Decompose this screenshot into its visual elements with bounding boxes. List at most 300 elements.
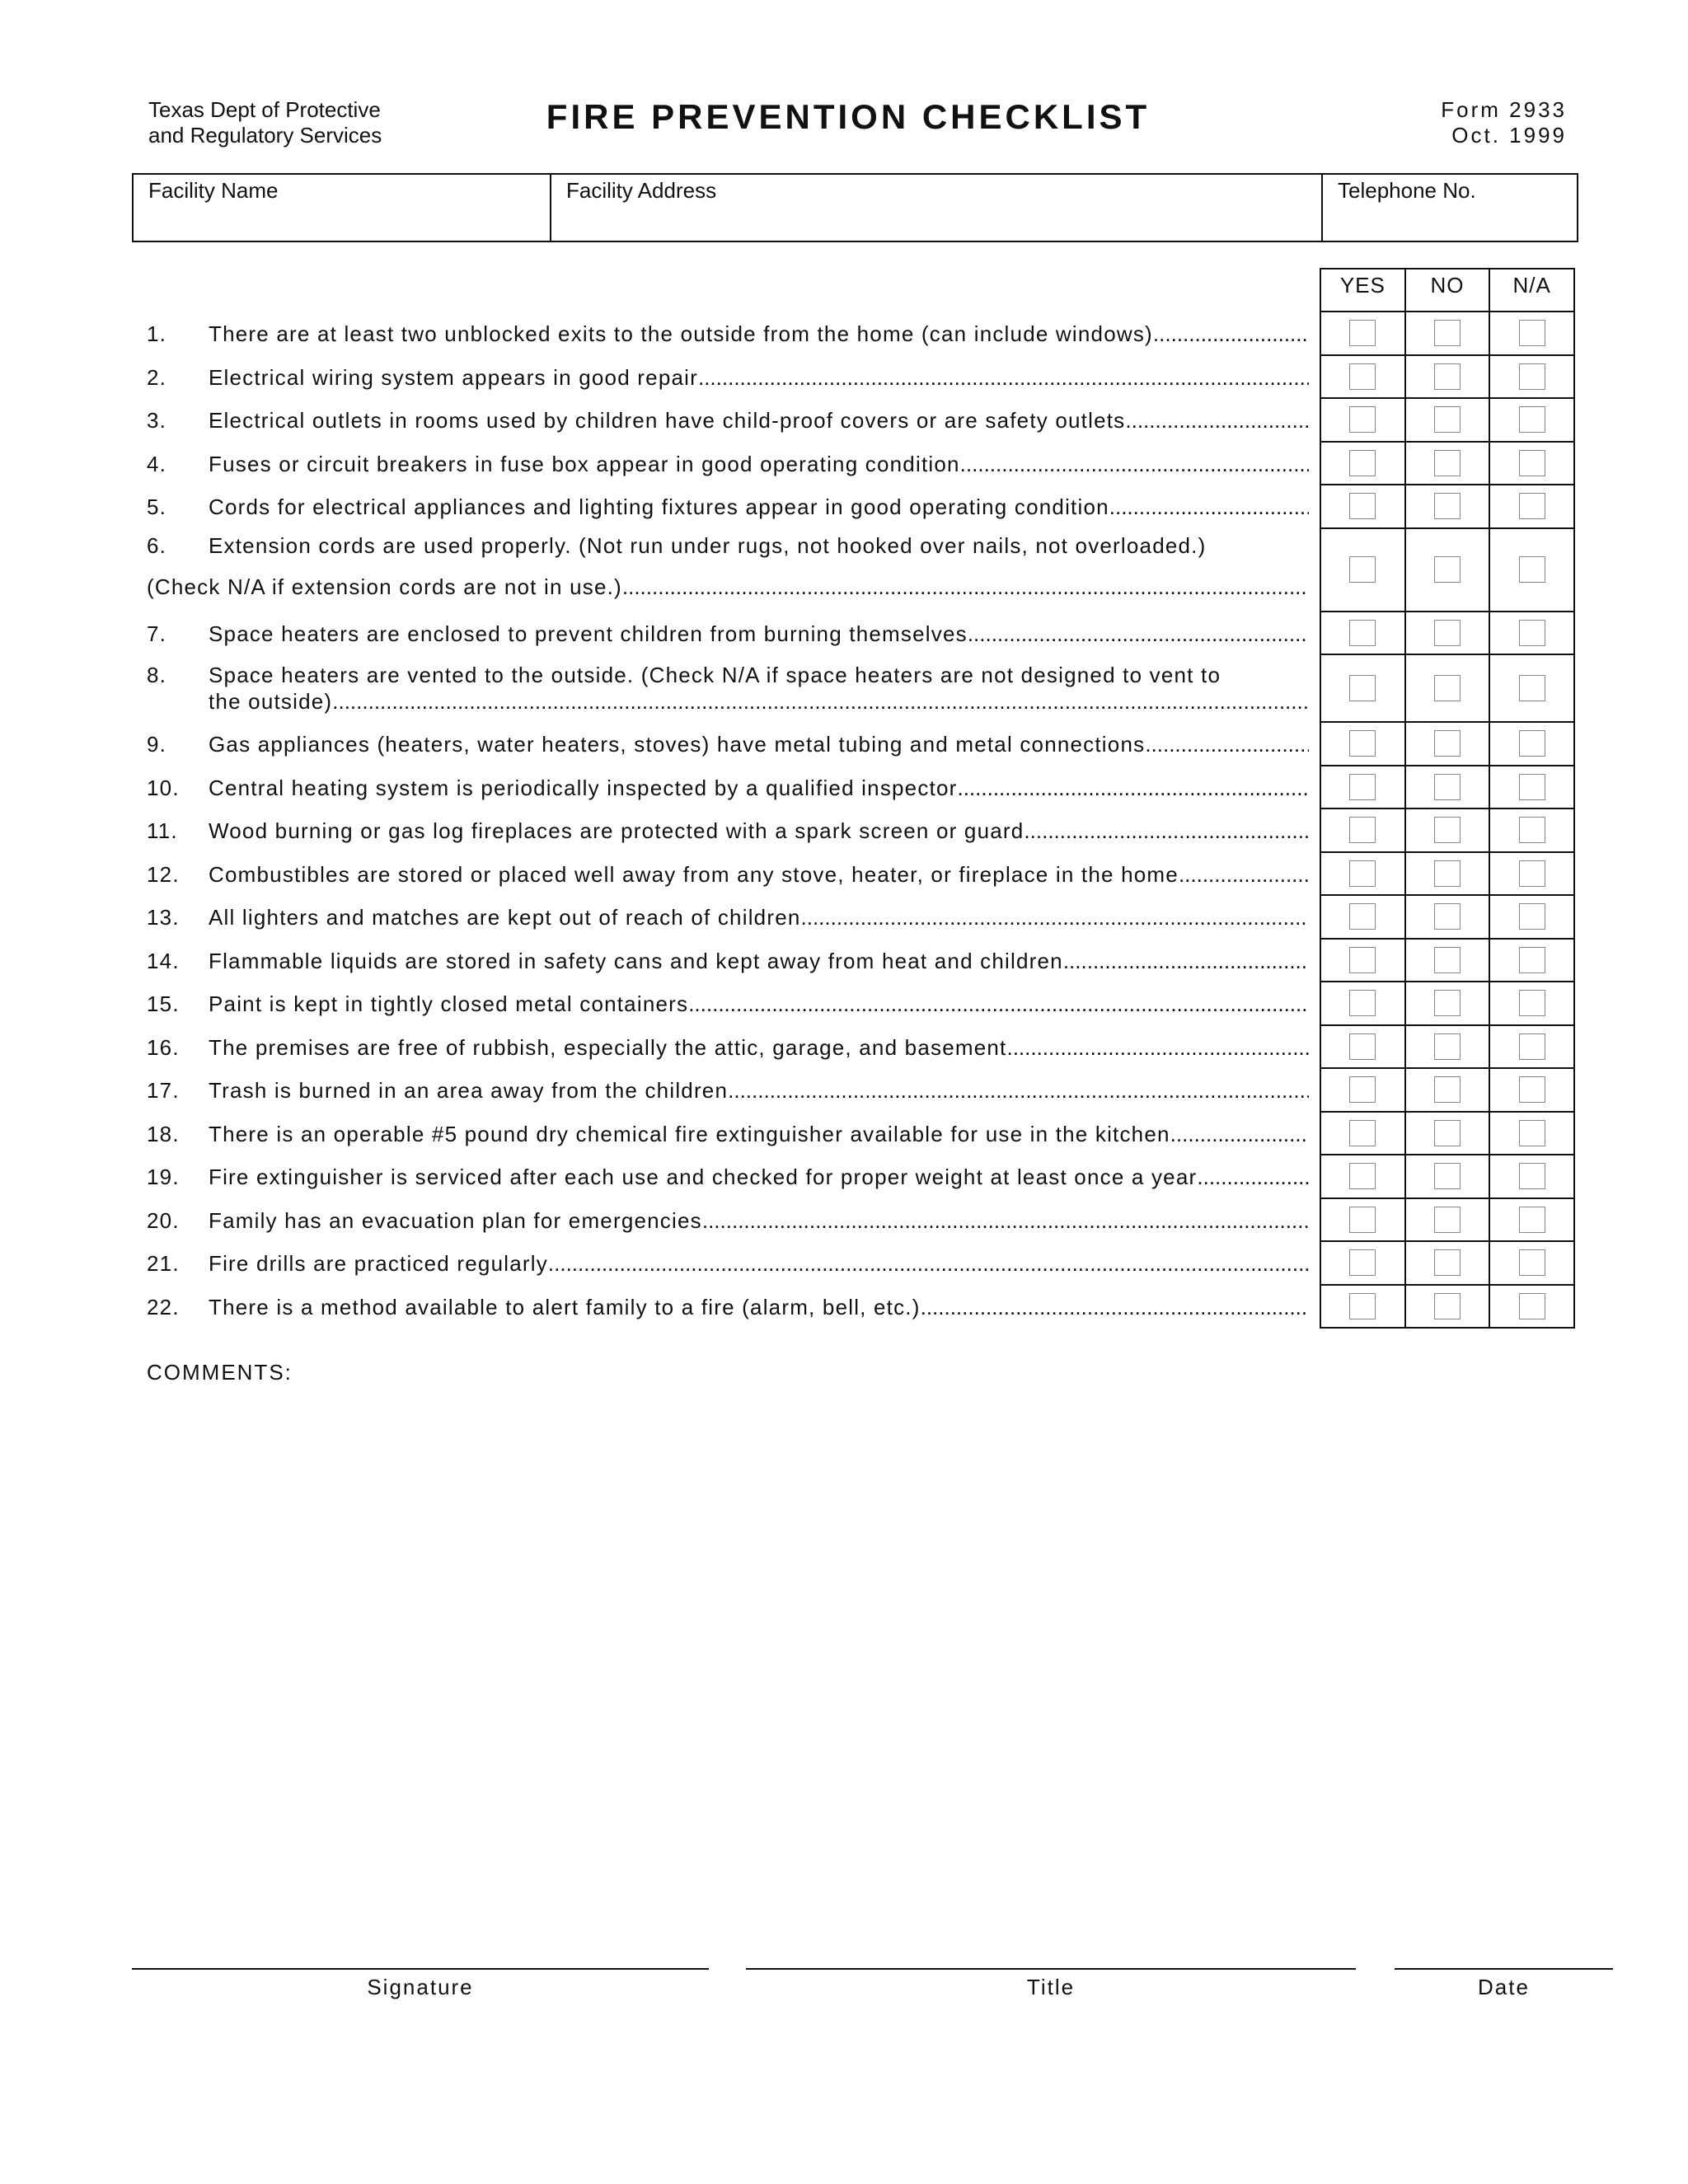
question-body: There is an operable #5 pound dry chemical fire extinguisher available for use in the kitchen <box>209 1121 1170 1146</box>
question-body: Space heaters are vented to the outside. (Check N/A if space heaters are not designed to vent to <box>209 663 1221 687</box>
answer-cell-yes <box>1321 896 1404 938</box>
answer-cell-no <box>1404 1026 1489 1068</box>
checkbox-no[interactable] <box>1434 320 1461 346</box>
answer-cells <box>1320 1024 1575 1068</box>
question-number: 6. <box>147 532 167 558</box>
answer-cells <box>1320 611 1575 654</box>
answer-cell-no <box>1404 853 1489 895</box>
form-date: Oct. 1999 <box>1451 123 1567 148</box>
answer-cell-yes <box>1321 443 1404 485</box>
question-number: 20. <box>147 1207 180 1233</box>
checklist-row <box>0 654 1688 721</box>
dot-leader <box>702 1207 1309 1234</box>
checklist-row <box>0 1024 1688 1068</box>
answer-cell-na <box>1489 896 1573 938</box>
question-text <box>147 662 1309 715</box>
facility-address-field[interactable] <box>551 174 1322 241</box>
question-text <box>147 364 1309 391</box>
checkbox-no[interactable] <box>1434 1120 1461 1146</box>
answer-cells <box>1320 1284 1575 1328</box>
dot-leader <box>688 991 1309 1017</box>
answer-cell-yes <box>1321 356 1404 398</box>
question-number: 5. <box>147 494 167 520</box>
question-number: 10. <box>147 775 180 800</box>
checkbox-no[interactable] <box>1434 947 1461 973</box>
facility-info-table <box>132 173 1578 242</box>
answer-cells <box>1320 808 1575 851</box>
checkbox-na[interactable] <box>1519 947 1545 973</box>
checkbox-no[interactable] <box>1434 1293 1461 1319</box>
answer-cell-yes <box>1321 1026 1404 1068</box>
checklist-row <box>0 441 1688 485</box>
checkbox-yes[interactable] <box>1349 730 1376 757</box>
question-number: 15. <box>147 991 180 1017</box>
answer-column-header <box>1320 268 1575 311</box>
checkbox-na[interactable] <box>1519 774 1545 800</box>
checkbox-yes[interactable] <box>1349 1249 1376 1276</box>
answer-cell-na <box>1489 1026 1573 1068</box>
question-text <box>147 948 1309 974</box>
checklist-row <box>0 397 1688 441</box>
dot-leader <box>921 1294 1309 1320</box>
form-number-block <box>1441 97 1567 148</box>
question-text <box>147 991 1309 1017</box>
checkbox-yes[interactable] <box>1349 774 1376 800</box>
title-label: Title <box>1026 1975 1076 1999</box>
column-yes: YES <box>1339 273 1386 298</box>
form-number: Form 2933 <box>1441 97 1567 122</box>
dot-leader <box>960 451 1309 477</box>
answer-cells <box>1320 1067 1575 1111</box>
answer-cell-no <box>1404 612 1489 654</box>
facility-address-label: Facility Address <box>566 178 717 203</box>
dot-leader <box>698 364 1309 391</box>
question-body: All lighters and matches are kept out of reach of children <box>209 905 801 930</box>
question-line <box>147 948 1309 974</box>
question-number: 17. <box>147 1078 180 1104</box>
dot-leader <box>1063 948 1309 974</box>
title-line[interactable] <box>746 1968 1356 1970</box>
checklist-row <box>0 894 1688 938</box>
checklist-row <box>0 311 1688 354</box>
answer-cell-na <box>1489 853 1573 895</box>
dot-leader <box>1006 1034 1309 1061</box>
question-line <box>147 775 1309 801</box>
dot-leader <box>1197 1164 1309 1190</box>
checkbox-no[interactable] <box>1434 363 1461 390</box>
checkbox-yes[interactable] <box>1349 1207 1376 1233</box>
question-number: 18. <box>147 1121 180 1146</box>
checkbox-na[interactable] <box>1519 450 1545 476</box>
question-body: Flammable liquids are stored in safety cans and kept away from heat and children <box>209 948 1063 973</box>
answer-cell-na <box>1489 766 1573 808</box>
checkbox-yes[interactable] <box>1349 620 1376 646</box>
dot-leader <box>968 621 1309 647</box>
question-body: Fire extinguisher is serviced after each use and checked for proper weight at least once a year <box>209 1165 1198 1190</box>
answer-cell-na <box>1489 612 1573 654</box>
question-text <box>147 1121 1309 1147</box>
answer-cell-no <box>1404 443 1489 485</box>
answer-cell-yes <box>1321 1113 1404 1155</box>
answer-cell-yes <box>1321 982 1404 1024</box>
question-text <box>147 1207 1309 1234</box>
answer-cell-yes <box>1321 766 1404 808</box>
checkbox-yes[interactable] <box>1349 406 1376 433</box>
checklist-row <box>0 484 1688 527</box>
checkbox-yes[interactable] <box>1349 493 1376 519</box>
question-text <box>147 407 1309 434</box>
checkbox-na[interactable] <box>1519 1207 1545 1233</box>
answer-cell-na <box>1489 1199 1573 1241</box>
question-body: Fire drills are practiced regularly <box>209 1251 548 1277</box>
answer-cell-yes <box>1321 809 1404 851</box>
question-body: Trash is burned in an area away from the children <box>209 1078 729 1104</box>
dot-leader <box>801 904 1309 930</box>
checkbox-no[interactable] <box>1434 1249 1461 1276</box>
answer-cell-na <box>1489 1155 1573 1197</box>
checkbox-no[interactable] <box>1434 774 1461 800</box>
answer-cell-no <box>1404 1069 1489 1111</box>
checkbox-no[interactable] <box>1434 556 1461 583</box>
checkbox-na[interactable] <box>1519 406 1545 433</box>
column-no: NO <box>1404 269 1489 311</box>
answer-cell-na <box>1489 443 1573 485</box>
answer-cell-no <box>1404 1286 1489 1328</box>
dot-leader <box>957 775 1309 801</box>
answer-cell-na <box>1489 356 1573 398</box>
question-number: 12. <box>147 861 180 887</box>
checklist-row <box>0 1240 1688 1284</box>
answer-cell-yes <box>1321 853 1404 895</box>
question-text <box>147 1164 1309 1190</box>
answer-cell-na <box>1489 399 1573 441</box>
answer-cell-no <box>1404 655 1489 721</box>
question-number: 3. <box>147 408 167 434</box>
question-number: 4. <box>147 451 167 476</box>
checkbox-na[interactable] <box>1519 1033 1545 1060</box>
answer-cells <box>1320 354 1575 398</box>
checklist-row <box>0 1154 1688 1197</box>
question-line <box>147 364 1309 391</box>
question-line <box>147 1207 1309 1234</box>
checklist-row <box>0 721 1688 765</box>
checklist-row <box>0 611 1688 654</box>
question-line <box>147 688 1309 715</box>
dot-leader <box>1153 321 1309 347</box>
answer-cells <box>1320 894 1575 938</box>
question-line <box>147 621 1309 647</box>
checkbox-no[interactable] <box>1434 1076 1461 1103</box>
question-body: Gas appliances (heaters, water heaters, stoves) have metal tubing and metal connections <box>209 732 1146 757</box>
date-label: Date <box>1478 1975 1530 1999</box>
dot-leader <box>1145 731 1309 757</box>
checkbox-yes[interactable] <box>1349 1163 1376 1189</box>
question-body: the outside) <box>209 689 333 714</box>
question-line <box>147 662 1309 688</box>
answer-cells <box>1320 851 1575 895</box>
dot-leader <box>1109 494 1309 520</box>
answer-cells <box>1320 981 1575 1024</box>
checkbox-na[interactable] <box>1519 817 1545 843</box>
question-number: 7. <box>147 621 167 646</box>
checkbox-yes[interactable] <box>1349 363 1376 390</box>
question-text <box>147 818 1309 844</box>
answer-cell-na <box>1489 940 1573 982</box>
question-line <box>147 1034 1309 1061</box>
answer-cell-yes <box>1321 723 1404 765</box>
checkbox-no[interactable] <box>1434 450 1461 476</box>
checkbox-yes[interactable] <box>1349 860 1376 887</box>
answer-cell-yes <box>1321 1286 1404 1328</box>
question-text <box>147 861 1309 888</box>
checkbox-na[interactable] <box>1519 1163 1545 1189</box>
checklist-row <box>0 808 1688 851</box>
question-number: 13. <box>147 905 180 930</box>
answer-cell-yes <box>1321 612 1404 654</box>
checklist-row <box>0 851 1688 895</box>
checkbox-no[interactable] <box>1434 990 1461 1016</box>
checkbox-na[interactable] <box>1519 620 1545 646</box>
checkbox-na[interactable] <box>1519 675 1545 701</box>
answer-cell-yes <box>1321 1199 1404 1241</box>
checkbox-no[interactable] <box>1434 817 1461 843</box>
question-text <box>147 731 1309 757</box>
dot-leader <box>332 688 1309 715</box>
checkbox-no[interactable] <box>1434 903 1461 930</box>
checkbox-no[interactable] <box>1434 406 1461 433</box>
answer-cells <box>1320 1111 1575 1155</box>
checklist-table-bottom <box>1320 1327 1575 1329</box>
checkbox-no[interactable] <box>1434 1163 1461 1189</box>
checkbox-no[interactable] <box>1434 860 1461 887</box>
dot-leader <box>1125 407 1309 434</box>
answer-cells <box>1320 938 1575 982</box>
answer-cell-yes <box>1321 399 1404 441</box>
dot-leader <box>622 574 1309 600</box>
checkbox-yes[interactable] <box>1349 947 1376 973</box>
checkbox-yes[interactable] <box>1349 903 1376 930</box>
answer-cell-no <box>1404 982 1489 1024</box>
checkbox-no[interactable] <box>1434 1207 1461 1233</box>
question-line <box>147 451 1309 477</box>
question-line <box>147 904 1309 930</box>
answer-cell-na <box>1489 655 1573 721</box>
answer-cell-yes <box>1321 529 1404 611</box>
question-text <box>147 621 1309 647</box>
question-number: 16. <box>147 1034 180 1060</box>
question-body: There are at least two unblocked exits to the outside from the home (can include windows) <box>209 321 1153 347</box>
answer-cell-yes <box>1321 940 1404 982</box>
checkbox-na[interactable] <box>1519 903 1545 930</box>
checkbox-yes[interactable] <box>1349 556 1376 583</box>
question-body: Central heating system is periodically inspected by a qualified inspector <box>209 775 958 800</box>
question-text <box>147 1034 1309 1061</box>
column-na: N/A <box>1489 269 1573 311</box>
question-text <box>147 494 1309 520</box>
form-title-text: FIRE PREVENTION CHECKLIST <box>546 97 1151 136</box>
question-number: 21. <box>147 1251 180 1277</box>
question-number: 2. <box>147 364 167 390</box>
checkbox-yes[interactable] <box>1349 1293 1376 1319</box>
question-number: 1. <box>147 321 167 347</box>
checkbox-na[interactable] <box>1519 1293 1545 1319</box>
question-text <box>147 532 1309 600</box>
facility-name-label: Facility Name <box>148 178 279 203</box>
answer-cell-no <box>1404 529 1489 611</box>
telephone-field[interactable] <box>1322 174 1578 241</box>
checkbox-na[interactable] <box>1519 1249 1545 1276</box>
signature-label: Signature <box>367 1975 474 1999</box>
checkbox-yes[interactable] <box>1349 990 1376 1016</box>
agency-line-1: Texas Dept of Protective <box>148 97 381 122</box>
form-title <box>0 97 1688 137</box>
answer-cell-na <box>1489 723 1573 765</box>
dot-leader <box>728 1077 1309 1104</box>
question-line <box>147 407 1309 434</box>
question-line <box>147 532 1309 559</box>
question-line <box>147 731 1309 757</box>
checklist-row <box>0 527 1688 611</box>
question-line <box>147 991 1309 1017</box>
checkbox-na[interactable] <box>1519 363 1545 390</box>
answer-cell-na <box>1489 1113 1573 1155</box>
checkbox-yes[interactable] <box>1349 1033 1376 1060</box>
answer-cell-yes <box>1321 312 1404 354</box>
checkbox-yes[interactable] <box>1349 320 1376 346</box>
answer-cell-no <box>1404 399 1489 441</box>
answer-cell-yes <box>1321 485 1404 527</box>
answer-cells <box>1320 1240 1575 1284</box>
question-text <box>147 904 1309 930</box>
question-body: Electrical outlets in rooms used by children have child-proof covers or are safety outlets <box>209 408 1126 434</box>
answer-cell-na <box>1489 809 1573 851</box>
answer-cell-yes <box>1321 1242 1404 1284</box>
checkbox-no[interactable] <box>1434 1033 1461 1060</box>
question-body: Wood burning or gas log fireplaces are protected with a spark screen or guard <box>209 818 1025 844</box>
signature-line[interactable] <box>132 1968 709 1970</box>
answer-cell-na <box>1489 529 1573 611</box>
checkbox-na[interactable] <box>1519 1076 1545 1103</box>
checkbox-yes[interactable] <box>1349 817 1376 843</box>
answer-cells <box>1320 765 1575 808</box>
answer-cell-no <box>1404 1113 1489 1155</box>
question-line <box>147 1164 1309 1190</box>
question-line <box>147 1077 1309 1104</box>
answer-cell-no <box>1404 1199 1489 1241</box>
dot-leader <box>1024 818 1309 844</box>
question-line <box>147 1294 1309 1320</box>
answer-cell-no <box>1404 356 1489 398</box>
answer-cell-no <box>1404 485 1489 527</box>
dot-leader <box>1179 861 1309 888</box>
answer-cells <box>1320 1154 1575 1197</box>
question-body: Fuses or circuit breakers in fuse box appear in good operating condition <box>209 451 960 476</box>
checkbox-yes[interactable] <box>1349 1120 1376 1146</box>
dot-leader <box>1170 1121 1309 1147</box>
answer-cells <box>1320 721 1575 765</box>
answer-cell-na <box>1489 1069 1573 1111</box>
question-line <box>147 574 1309 600</box>
answer-cell-no <box>1404 312 1489 354</box>
question-number: 19. <box>147 1165 180 1190</box>
answer-cell-no <box>1404 940 1489 982</box>
answer-cell-no <box>1404 1242 1489 1284</box>
answer-cells <box>1320 441 1575 485</box>
answer-cell-na <box>1489 1242 1573 1284</box>
dot-leader <box>548 1250 1309 1277</box>
agency-line-2: and Regulatory Services <box>148 123 382 148</box>
question-line <box>147 1250 1309 1277</box>
answer-cells <box>1320 311 1575 354</box>
checkbox-na[interactable] <box>1519 320 1545 346</box>
checklist-row <box>0 981 1688 1024</box>
checkbox-yes[interactable] <box>1349 1076 1376 1103</box>
answer-cell-no <box>1404 809 1489 851</box>
question-line <box>147 818 1309 844</box>
checklist-row <box>0 1197 1688 1241</box>
checkbox-no[interactable] <box>1434 620 1461 646</box>
question-body: Cords for electrical appliances and lighting fixtures appear in good operating condition <box>209 494 1109 520</box>
checkbox-no[interactable] <box>1434 675 1461 701</box>
checkbox-na[interactable] <box>1519 1120 1545 1146</box>
comments-label: COMMENTS: <box>147 1360 293 1385</box>
answer-cell-yes <box>1321 655 1404 721</box>
facility-name-field[interactable] <box>133 174 551 241</box>
question-body: Combustibles are stored or placed well away from any stove, heater, or fireplace in the home <box>209 861 1179 887</box>
question-body: Paint is kept in tightly closed metal containers <box>209 991 689 1017</box>
checkbox-na[interactable] <box>1519 860 1545 887</box>
checkbox-na[interactable] <box>1519 990 1545 1016</box>
telephone-label: Telephone No. <box>1338 178 1476 203</box>
checkbox-yes[interactable] <box>1349 675 1376 701</box>
question-number: 8. <box>147 663 167 687</box>
answer-cells <box>1320 527 1575 611</box>
answer-cells <box>1320 1197 1575 1241</box>
question-text <box>147 1294 1309 1320</box>
checkbox-na[interactable] <box>1519 730 1545 757</box>
answer-cell-no <box>1404 896 1489 938</box>
checkbox-yes[interactable] <box>1349 450 1376 476</box>
question-number: 22. <box>147 1294 180 1319</box>
answer-cells <box>1320 397 1575 441</box>
checklist-row <box>0 765 1688 808</box>
checkbox-na[interactable] <box>1519 493 1545 519</box>
answer-cell-no <box>1404 723 1489 765</box>
question-body: Family has an evacuation plan for emergencies <box>209 1207 702 1233</box>
question-body: Space heaters are enclosed to prevent children from burning themselves <box>209 621 968 646</box>
checklist-row <box>0 1067 1688 1111</box>
question-line <box>147 861 1309 888</box>
checklist-row <box>0 938 1688 982</box>
answer-cell-yes <box>1321 1069 1404 1111</box>
answer-cell-na <box>1489 312 1573 354</box>
checkbox-no[interactable] <box>1434 730 1461 757</box>
question-body: There is a method available to alert family to a fire (alarm, bell, etc.) <box>209 1294 921 1319</box>
question-text <box>147 1250 1309 1277</box>
question-line <box>147 1121 1309 1147</box>
checkbox-no[interactable] <box>1434 493 1461 519</box>
question-text <box>147 1077 1309 1104</box>
checkbox-na[interactable] <box>1519 556 1545 583</box>
date-line[interactable] <box>1395 1968 1613 1970</box>
checklist-row <box>0 354 1688 398</box>
answer-cell-no <box>1404 766 1489 808</box>
question-text <box>147 775 1309 801</box>
answer-cell-na <box>1489 485 1573 527</box>
answer-cells <box>1320 484 1575 527</box>
question-number: 14. <box>147 948 180 973</box>
question-text <box>147 451 1309 477</box>
